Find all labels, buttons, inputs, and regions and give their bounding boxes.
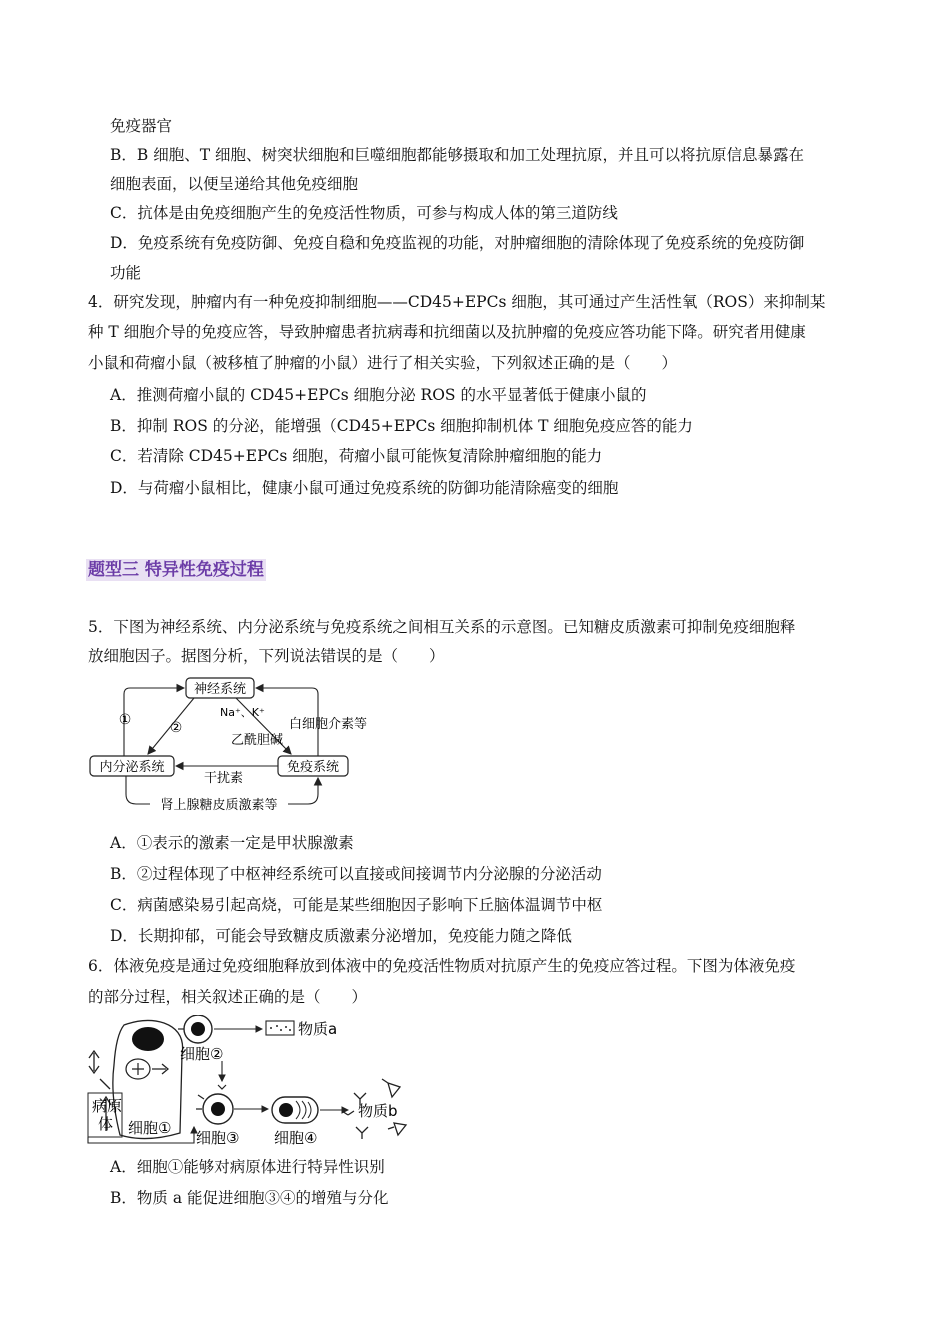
adrenal-label: 肾上腺糖皮质激素等	[160, 798, 278, 813]
q4-option-b: B．抑制 ROS 的分泌，能增强（CD45+EPCs 细胞抑制机体 T 细胞免疫应答的能力	[110, 417, 693, 435]
cell-3	[196, 1094, 233, 1124]
cell-4-label: 细胞④	[274, 1129, 318, 1147]
interleukin-label: 白细胞介素等	[289, 717, 368, 732]
cell-2	[184, 1015, 212, 1043]
nervous-system-label: 神经系统	[193, 682, 247, 697]
cell-3-label: 细胞③	[196, 1129, 240, 1147]
label-1: ①	[118, 712, 132, 728]
q6-stem-line2: 的部分过程，相关叙述正确的是（ ）	[88, 988, 368, 1006]
q5-option-c: C．病菌感染易引起高烧，可能是某些细胞因子影响下丘脑体温调节中枢	[110, 896, 603, 914]
q5-diagram	[86, 672, 386, 817]
acetylcholine-label: 乙酰胆碱	[231, 733, 284, 748]
q4-option-a: A．推测荷瘤小鼠的 CD45+EPCs 细胞分泌 ROS 的水平显著低于健康小鼠的	[110, 386, 647, 404]
q4-option-d: D．与荷瘤小鼠相比，健康小鼠可通过免疫系统的防御功能清除癌变的细胞	[110, 479, 619, 497]
q3-option-b: B．B 细胞、T 细胞、树突状细胞和巨噬细胞都能够摄取和加工处理抗原，并且可以将抗原信息暴露在	[110, 146, 804, 164]
q3-option-d: D．免疫系统有免疫防御、免疫自稳和免疫监视的功能，对肿瘤细胞的清除体现了免疫系统的免疫防御	[110, 234, 805, 252]
q3-option-d-continuation: 功能	[110, 264, 142, 282]
q5-stem-line2: 放细胞因子。据图分析，下列说法错误的是（ ）	[88, 647, 445, 665]
q3-option-b-continuation: 细胞表面，以便呈递给其他免疫细胞	[110, 175, 359, 193]
endocrine-system-box	[90, 756, 174, 776]
q4-option-c: C．若清除 CD45+EPCs 细胞，荷瘤小鼠可能恢复清除肿瘤细胞的能力	[110, 447, 603, 465]
q3-option-a-continuation: 免疫器官	[110, 117, 173, 135]
q5-option-b: B．②过程体现了中枢神经系统可以直接或间接调节内分泌腺的分泌活动	[110, 865, 602, 883]
substance-a-label: 物质a	[298, 1020, 338, 1038]
ions-label: Na⁺、K⁺	[220, 706, 265, 719]
interferon-label: 干扰素	[204, 771, 244, 786]
q5-option-a: A．①表示的激素一定是甲状腺激素	[110, 834, 354, 852]
q4-stem-line2: 种 T 细胞介导的免疫应答，导致肿瘤患者抗病毒和抗细菌以及抗肿瘤的免疫应答功能下降。研究者用健康	[88, 323, 806, 341]
cell-1-label: 细胞①	[128, 1119, 172, 1137]
cell-4	[272, 1097, 318, 1123]
q6-diagram	[86, 1015, 416, 1150]
q6-option-b: B．物质 a 能促进细胞③④的增殖与分化	[110, 1189, 389, 1207]
pathogen-label-line2: 体	[98, 1115, 114, 1133]
immune-system-label: 免疫系统	[286, 760, 340, 775]
q6-stem: 6．体液免疫是通过免疫细胞释放到体液中的免疫活性物质对抗原产生的免疫应答过程。下图为体液免疫	[88, 957, 796, 975]
q4-stem-line3: 小鼠和荷瘤小鼠（被移植了肿瘤的小鼠）进行了相关实验，下列叙述正确的是（ ）	[88, 354, 678, 372]
substance-b-label: 物质b	[358, 1102, 398, 1120]
section-title: 题型三 特异性免疫过程	[88, 560, 264, 580]
pathogen-label: 病原	[92, 1097, 123, 1115]
nervous-system-box	[186, 678, 254, 698]
immune-system-box	[278, 756, 348, 776]
endocrine-system-label: 内分泌系统	[99, 760, 165, 775]
q4-stem: 4．研究发现，肿瘤内有一种免疫抑制细胞——CD45+EPCs 细胞，其可通过产生活性氧（ROS）来抑制某	[88, 293, 826, 311]
q6-option-a: A．细胞①能够对病原体进行特异性识别	[110, 1158, 385, 1176]
q5-stem: 5．下图为神经系统、内分泌系统与免疫系统之间相互关系的示意图。已知糖皮质激素可抑制免疫细胞释	[88, 618, 796, 636]
q3-option-c: C．抗体是由免疫细胞产生的免疫活性物质，可参与构成人体的第三道防线	[110, 204, 618, 222]
q5-option-d: D．长期抑郁，可能会导致糖皮质激素分泌增加，免疫能力随之降低	[110, 927, 572, 945]
cell-2-label: 细胞②	[180, 1045, 224, 1063]
label-2: ②	[169, 720, 183, 736]
